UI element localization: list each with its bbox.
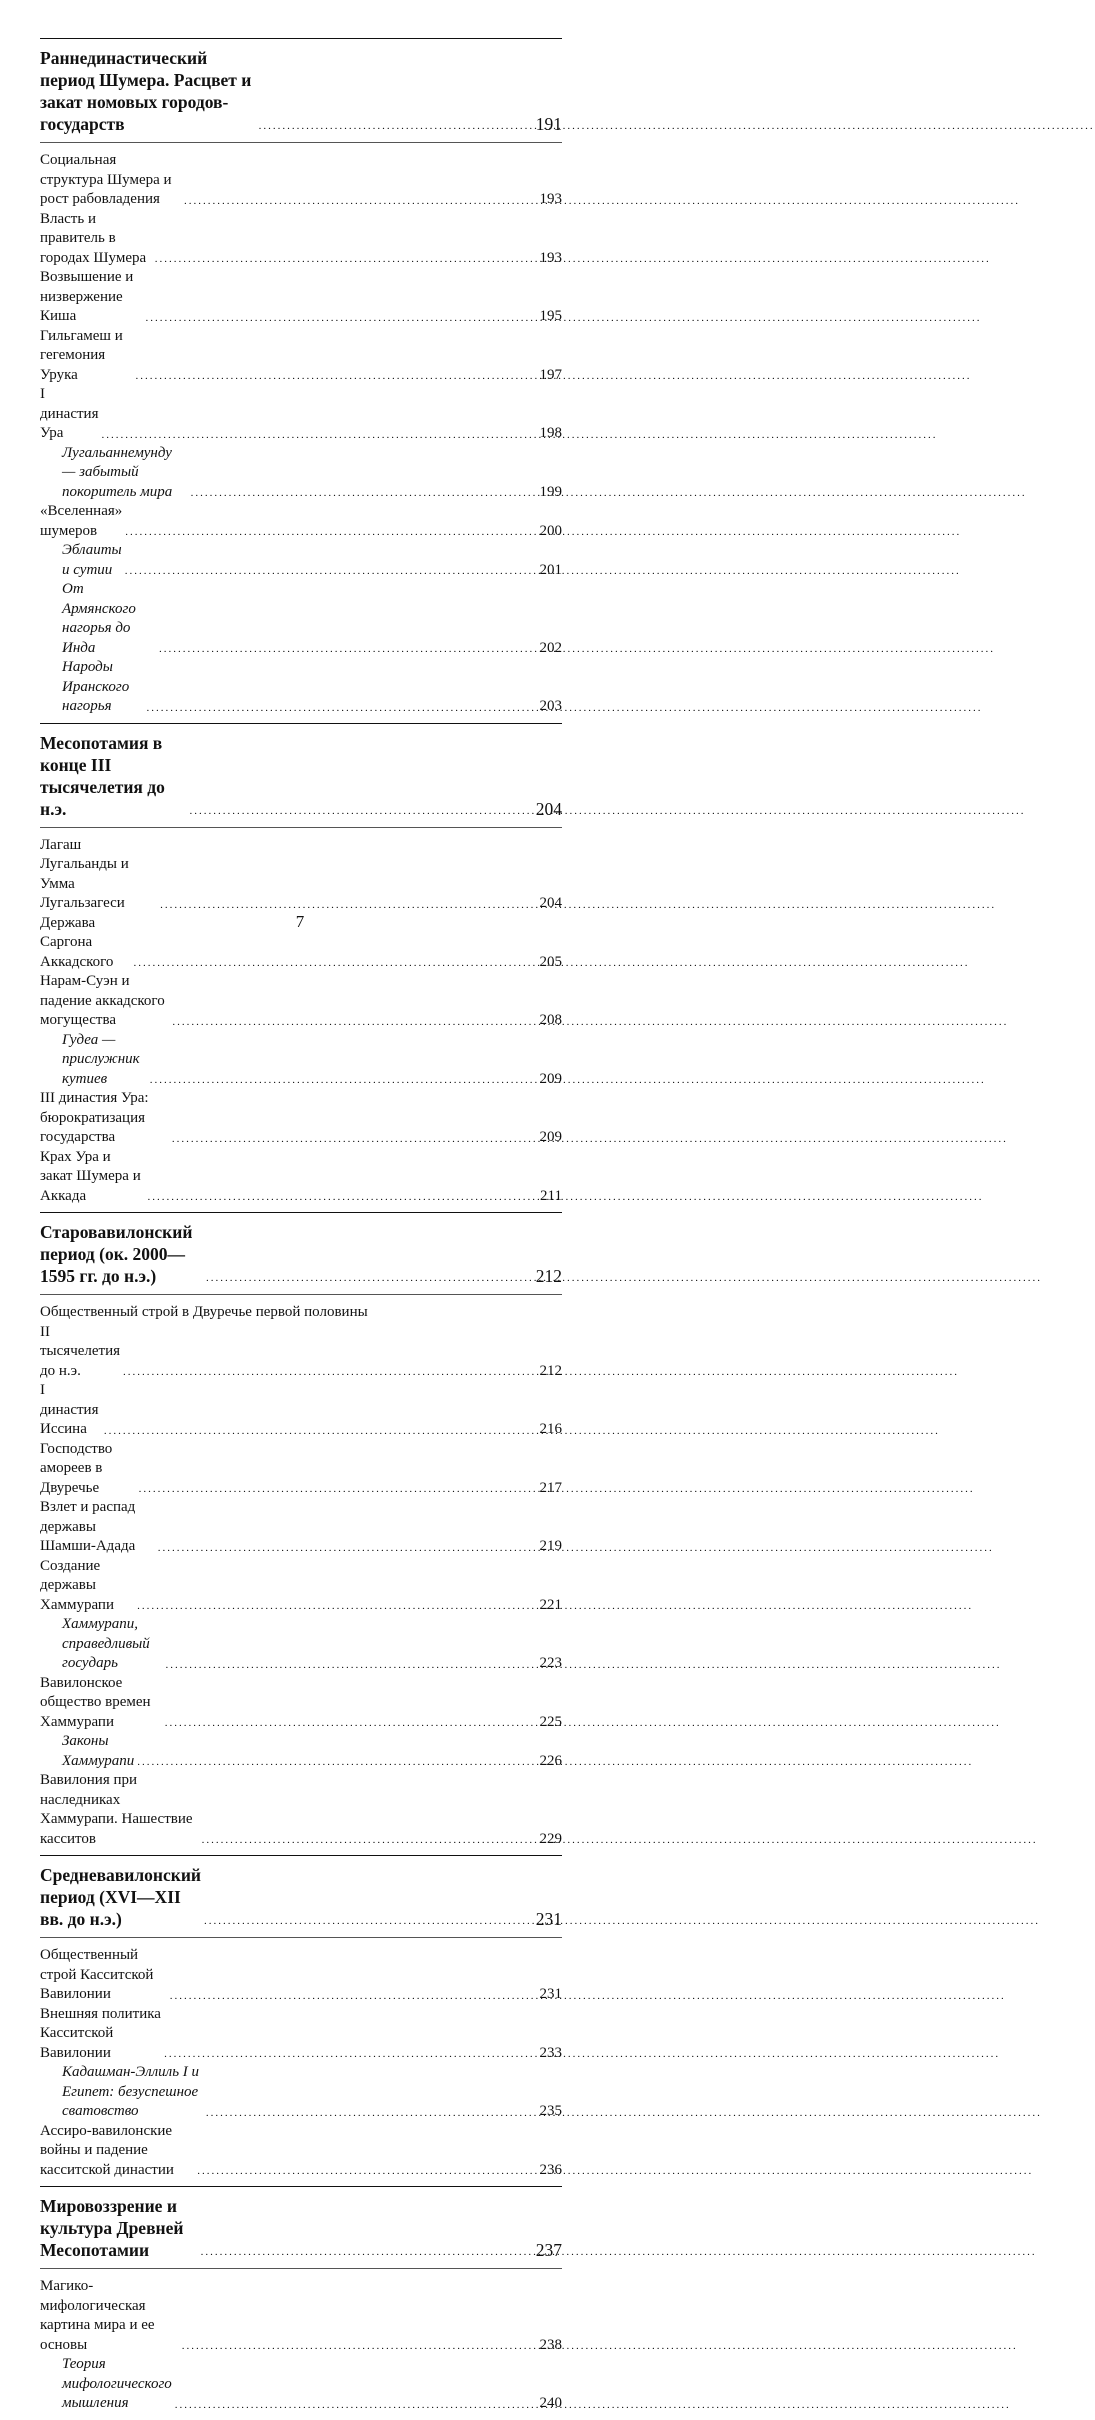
toc-entry[interactable]: [40, 2122, 562, 2181]
toc-subentry[interactable]: [40, 2355, 562, 2414]
dot-leader: [101, 430, 535, 440]
toc-entry[interactable]: [40, 2005, 562, 2064]
section-title: Старовавилонский период (ок. 2000—1595 гг. до н.э.): [40, 1222, 193, 1286]
entry-title: Эблаиты и сутии: [62, 542, 122, 578]
entry-title: I династия Ура: [40, 386, 99, 441]
entry-title: Вавилония при наследниках Хаммурапи. Нашествие касситов: [40, 1772, 193, 1847]
entry-page: 236: [539, 2161, 562, 2178]
toc-entry[interactable]: [40, 1148, 562, 1207]
dot-leader: [259, 121, 532, 131]
dot-leader: [155, 254, 536, 264]
entry-page: 212: [539, 1362, 562, 1379]
dot-leader: [206, 2108, 536, 2118]
toc-entry[interactable]: [40, 1323, 562, 1382]
page-number: 7: [295, 912, 305, 931]
dot-leader: [137, 1601, 535, 1611]
entry-page: 200: [539, 522, 562, 539]
entry-page: 205: [539, 953, 562, 970]
entry-page: 219: [539, 1538, 562, 1554]
entry-page: 199: [539, 483, 562, 500]
toc-entry[interactable]: [40, 210, 562, 269]
entry-page: 204: [539, 895, 562, 911]
dot-leader: [172, 1134, 536, 1144]
toc-entry[interactable]: [40, 385, 562, 444]
toc-subentry[interactable]: [40, 2063, 562, 2122]
entry-title: Общественный строй Касситской Вавилонии: [40, 1947, 154, 2002]
toc-entry[interactable]: [40, 327, 562, 386]
table-of-contents: [40, 38, 562, 2420]
dot-leader: [165, 1718, 536, 1728]
dot-leader: [146, 313, 536, 323]
dot-leader: [158, 1543, 536, 1553]
section-page: 237: [535, 2240, 562, 2260]
dot-leader: [166, 1660, 536, 1670]
entry-title: Внешняя политика Касситской Вавилонии: [40, 2005, 161, 2061]
dot-leader: [175, 2400, 536, 2410]
entry-page: 216: [539, 1421, 562, 1437]
toc-subentry[interactable]: [40, 658, 562, 717]
toc-subentry[interactable]: [40, 541, 562, 580]
entry-title: Магико-мифологическая картина мира и ее основы: [40, 2278, 155, 2353]
dot-leader: [206, 1273, 532, 1283]
entry-title: Лагаш Лугальанды и Умма Лугальзагеси: [40, 836, 129, 911]
dot-leader: [172, 1017, 535, 1027]
entry-title: Крах Ура и закат Шумера и Аккада: [40, 1148, 141, 1204]
section-title: Месопотамия в конце III тысячелетия до н.э.: [40, 732, 165, 819]
dot-leader: [170, 1991, 536, 2001]
dot-leader: [135, 371, 535, 381]
entry-page: 193: [539, 249, 562, 266]
dot-leader: [123, 1367, 535, 1377]
toc-entry[interactable]: [40, 2277, 562, 2355]
entry-page: 197: [539, 366, 562, 383]
entry-page: 233: [539, 2044, 562, 2061]
entry-title: Взлет и распад державы Шамши-Адада: [40, 1499, 136, 1554]
dot-leader: [137, 1757, 535, 1767]
entry-page: 240: [539, 2395, 562, 2411]
toc-entry[interactable]: [40, 1381, 562, 1440]
entry-page: 231: [539, 1986, 562, 2002]
toc-subentry[interactable]: [40, 1615, 562, 1674]
dot-leader: [147, 703, 536, 713]
toc-entry[interactable]: [40, 502, 562, 541]
entry-title: Держава Саргона Аккадского: [40, 914, 114, 970]
entry-page: 208: [539, 1012, 562, 1028]
entry-page: 198: [539, 425, 562, 441]
dot-leader: [139, 1484, 536, 1494]
section-page: 231: [535, 1909, 562, 1929]
toc-section: [40, 2186, 562, 2414]
entry-page: 225: [539, 1713, 562, 1730]
dot-leader: [191, 488, 536, 498]
dot-leader: [134, 958, 536, 968]
entry-page: 203: [539, 698, 562, 714]
entry-title: Вавилонское общество времен Хаммурапи: [40, 1674, 151, 1730]
dot-leader: [125, 566, 536, 576]
entry-title: От Армянского нагорья до Инда: [62, 581, 136, 656]
dot-leader: [201, 2247, 532, 2257]
dot-leader: [202, 1835, 536, 1845]
entry-page: 217: [539, 1479, 562, 1496]
entry-page: 209: [539, 1129, 562, 1145]
section-heading[interactable]: [40, 47, 562, 143]
dot-leader: [104, 1426, 536, 1436]
dot-leader: [150, 1075, 536, 1085]
entry-title: Социальная структура Шумера и рост рабовладения: [40, 152, 172, 207]
toc-subentry[interactable]: [40, 580, 562, 658]
section-page: 212: [535, 1266, 562, 1286]
entry-title: Народы Иранского нагорья: [62, 659, 130, 714]
entry-title: Возвышение и низвержение Киша: [40, 269, 134, 324]
section-page: 191: [535, 114, 562, 134]
dot-leader: [148, 1192, 536, 1202]
dot-leader: [184, 196, 536, 206]
entry-page: 238: [539, 2336, 562, 2353]
entry-page: 226: [539, 1752, 562, 1769]
dot-leader: [160, 900, 535, 910]
toc-entry[interactable]: [40, 1498, 562, 1557]
toc-entry[interactable]: [40, 268, 562, 327]
entry-title: Хаммурапи, справедливый государь: [62, 1616, 150, 1671]
section-heading[interactable]: [40, 2195, 562, 2269]
entry-title: Кадашман-Эллиль I и Египет: безуспешное сватовство: [62, 2064, 200, 2119]
entry-title: Лугальаннемунду — забытый покоритель мира: [62, 444, 173, 500]
entry-page: 229: [539, 1830, 562, 1847]
entry-title: Власть и правитель в городах Шумера: [40, 210, 147, 266]
section-title: Мировоззрение и культура Древней Месопотамии: [40, 2196, 184, 2260]
toc-section: [40, 723, 562, 1207]
dot-leader: [204, 1916, 532, 1926]
toc-entry[interactable]: [40, 1440, 562, 1499]
toc-section: [40, 38, 562, 717]
dot-leader: [197, 2166, 535, 2176]
section-page: 204: [535, 798, 562, 819]
toc-subentry[interactable]: [40, 1031, 562, 1090]
toc-section: [40, 1855, 562, 2180]
entry-title: Теория мифологического мышления: [62, 2356, 172, 2411]
entry-title: Гудеа — прислужник кутиев: [62, 1031, 140, 1087]
section-heading[interactable]: [40, 1221, 562, 1295]
entry-title: Ассиро-вавилонские войны и падение касситской династии: [40, 2122, 174, 2178]
toc-subentry[interactable]: [40, 444, 562, 503]
toc-entry[interactable]: [40, 1771, 562, 1849]
entry-page: 223: [539, 1655, 562, 1671]
toc-entry[interactable]: [40, 1946, 562, 2005]
entry-title: Господство амореев в Двуречье: [40, 1440, 113, 1496]
toc-entry[interactable]: [40, 151, 562, 210]
entry-page: 235: [539, 2103, 562, 2119]
entry-page: 201: [539, 561, 562, 578]
dot-leader: [164, 2049, 535, 2059]
section-heading[interactable]: [40, 732, 562, 828]
entry-title: Создание державы Хаммурапи: [40, 1557, 114, 1613]
toc-section: [40, 1212, 562, 1849]
entry-page: 193: [539, 191, 562, 207]
entry-title: Законы Хаммурапи: [62, 1733, 135, 1769]
dot-leader: [182, 2341, 536, 2351]
entry-title: III династия Ура: бюрократизация государства: [40, 1090, 149, 1145]
entry-page: 211: [540, 1187, 562, 1204]
dot-leader: [159, 644, 536, 654]
entry-page: 209: [539, 1070, 562, 1087]
entry-title: Гильгамеш и гегемония Урука: [40, 327, 123, 383]
toc-subentry[interactable]: [40, 1732, 562, 1771]
toc-entry[interactable]: [40, 836, 562, 914]
dot-leader: [125, 527, 535, 537]
toc-entry-line: Общественный строй в Двуречье первой половины: [40, 1304, 368, 1320]
toc-entry[interactable]: [40, 1674, 562, 1733]
section-title: Средневавилонский период (XVI—XII вв. до н.э.): [40, 1865, 202, 1929]
toc-entry[interactable]: [40, 1089, 562, 1148]
section-heading[interactable]: [40, 1864, 562, 1938]
entry-page: 221: [539, 1596, 562, 1613]
entry-title: II тысячелетия до н.э.: [40, 1323, 121, 1379]
toc-entry[interactable]: [40, 1557, 562, 1616]
entry-title: I династия Иссина: [40, 1382, 99, 1437]
entry-page: 202: [539, 639, 562, 656]
section-title: Раннединастический период Шумера. Расцвет и закат номовых городов-государств: [40, 48, 252, 134]
dot-leader: [190, 806, 532, 816]
entry-title: «Вселенная» шумеров: [40, 503, 123, 539]
toc-entry[interactable]: [40, 972, 562, 1031]
entry-page: 195: [539, 308, 562, 324]
entry-title: Нарам-Суэн и падение аккадского могущества: [40, 973, 165, 1028]
